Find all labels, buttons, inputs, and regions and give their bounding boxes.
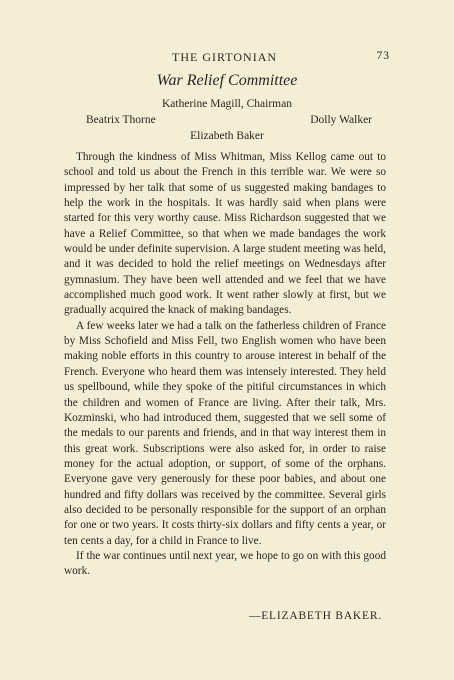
article-title: War Relief Committee bbox=[156, 72, 298, 89]
paragraph: Through the kindness of Miss Whitman, Miss Kellog came out to school and told us about the French in this terrible war. We were so impressed by her talk that some of us suggested making bandages to help the work in the hospitals. It was hardly said when plans were started for this very worthy cause. Miss Richardson suggested that we have a Relief Committee, so that when we made bandages the work would be under definite supervision. A large student meeting was held, and it was decided to hold the relief meetings on Wednesdays after gymnasium. They have been well attended and we feel that we have accomplished much good work. It went rather slowly at first, but we gradually acquired the knack of making bandages. bbox=[64, 151, 386, 317]
paragraph: If the war continues until next year, we hope to go on with this good work. bbox=[64, 549, 386, 578]
article-body bbox=[64, 150, 386, 580]
committee-member-left: Beatrix Thorne bbox=[86, 114, 156, 126]
running-title: THE GIRTONIAN bbox=[172, 50, 278, 64]
page-number: 73 bbox=[376, 50, 390, 62]
committee-member-right: Dolly Walker bbox=[310, 114, 372, 126]
running-head bbox=[60, 50, 390, 66]
signature: —ELIZABETH BAKER. bbox=[248, 610, 382, 622]
committee-chairman: Katherine Magill, Chairman bbox=[162, 98, 292, 110]
paragraph: A few weeks later we had a talk on the fatherless children of France by Miss Schofield and Miss Fell, two English women who have been making noble efforts in this country to arouse interest in behalf of the French. Everyone who heard them was intensely interested. They held us spellbound, while they spoke of the pitiful circumstances in which the children and women of France are living. After their talk, Mrs. Kozminski, who had introduced them, suggested that we sell some of the medals to our parents and friends, and in that way interest them in this great work. Subscriptions were also asked for, in order to raise money for the actual adoption, or support, of some of the orphans. Everyone gave very generously for these poor babies, and about one hundred and fifty dollars was received by the committee. Several girls also decided to be personally responsible for the support of an orphan for one or two years. It costs thirty-six dollars and fifty cents a year, or ten cents a day, for a child in France to live. bbox=[64, 319, 386, 547]
committee-member-center: Elizabeth Baker bbox=[190, 130, 264, 142]
